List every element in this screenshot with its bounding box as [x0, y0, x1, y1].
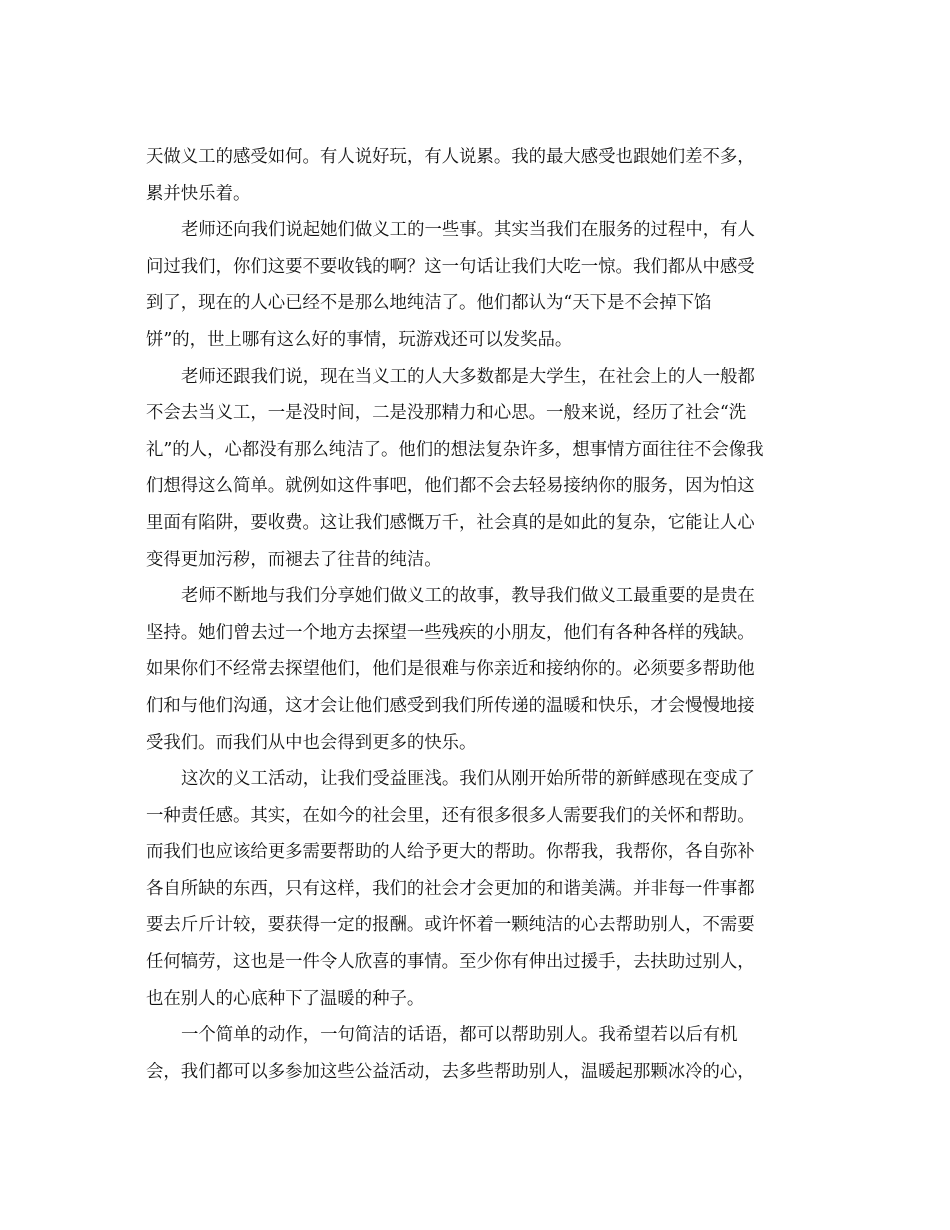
text-line: 而我们也应该给更多需要帮助的人给予更大的帮助。你帮我，我帮你，各自弥补 — [146, 842, 755, 863]
text-line: 老师不断地与我们分享她们做义工的故事，教导我们做义工最重要的是贵在 — [181, 586, 755, 607]
text-line: 也在别人的心底种下了温暖的种子。 — [146, 988, 425, 1009]
text-line: 饼”的，世上哪有这么好的事情，玩游戏还可以发奖品。 — [146, 329, 573, 350]
text-line: 要去斤斤计较，要获得一定的报酬。或许怀着一颗纯洁的心去帮助别人，不需要 — [146, 915, 755, 936]
text-line: 里面有陷阱，要收费。这让我们感慨万千，社会真的是如此的复杂，它能让人心 — [146, 512, 755, 533]
text-line: 们和与他们沟通，这才会让他们感受到我们所传递的温暖和快乐，才会慢慢地接 — [146, 695, 755, 716]
text-line: 问过我们，你们这要不要收钱的啊？这一句话让我们大吃一惊。我们都从中感受 — [146, 256, 755, 277]
text-line: 如果你们不经常去探望他们，他们是很难与你亲近和接纳你的。必须要多帮助他 — [146, 659, 755, 680]
text-line: 礼”的人，心都没有那么纯洁了。他们的想法复杂许多，想事情方面往往不会像我 — [146, 439, 764, 460]
text-line: 变得更加污秽，而褪去了往昔的纯洁。 — [146, 549, 442, 570]
text-line: 一个简单的动作，一句简洁的话语，都可以帮助别人。我希望若以后有机 — [181, 1025, 738, 1046]
text-line: 到了，现在的人心已经不是那么地纯洁了。他们都认为“天下是不会掉下馅 — [146, 293, 712, 314]
text-line: 累并快乐着。 — [146, 183, 251, 204]
text-line: 任何犒劳，这也是一件令人欣喜的事情。至少你有伸出过援手，去扶助过别人， — [146, 952, 755, 973]
text-line: 受我们。而我们从中也会得到更多的快乐。 — [146, 732, 477, 753]
text-line: 一种责任感。其实，在如今的社会里，还有很多很多人需要我们的关怀和帮助。 — [146, 805, 755, 826]
text-line: 这次的义工活动，让我们受益匪浅。我们从刚开始所带的新鲜感现在变成了 — [181, 769, 755, 790]
text-line: 老师还跟我们说，现在当义工的人大多数都是大学生，在社会上的人一般都 — [181, 366, 755, 387]
text-line: 老师还向我们说起她们做义工的一些事。其实当我们在服务的过程中，有人 — [181, 220, 755, 241]
text-line: 们想得这么简单。就例如这件事吧，他们都不会去轻易接纳你的服务，因为怕这 — [146, 476, 755, 497]
text-line: 各自所缺的东西，只有这样，我们的社会才会更加的和谐美满。并非每一件事都 — [146, 878, 755, 899]
text-line: 天做义工的感受如何。有人说好玩，有人说累。我的最大感受也跟她们差不多， — [146, 147, 755, 167]
text-line: 不会去当义工，一是没时间，二是没那精力和心思。一般来说，经历了社会“洗 — [146, 403, 747, 424]
document-body — [146, 139, 808, 1090]
text-line: 坚持。她们曾去过一个地方去探望一些残疾的小朋友，他们有各种各样的残缺。 — [146, 622, 755, 643]
text-line: 会，我们都可以多参加这些公益活动，去多些帮助别人，温暖起那颗冰冷的心， — [146, 1061, 755, 1082]
